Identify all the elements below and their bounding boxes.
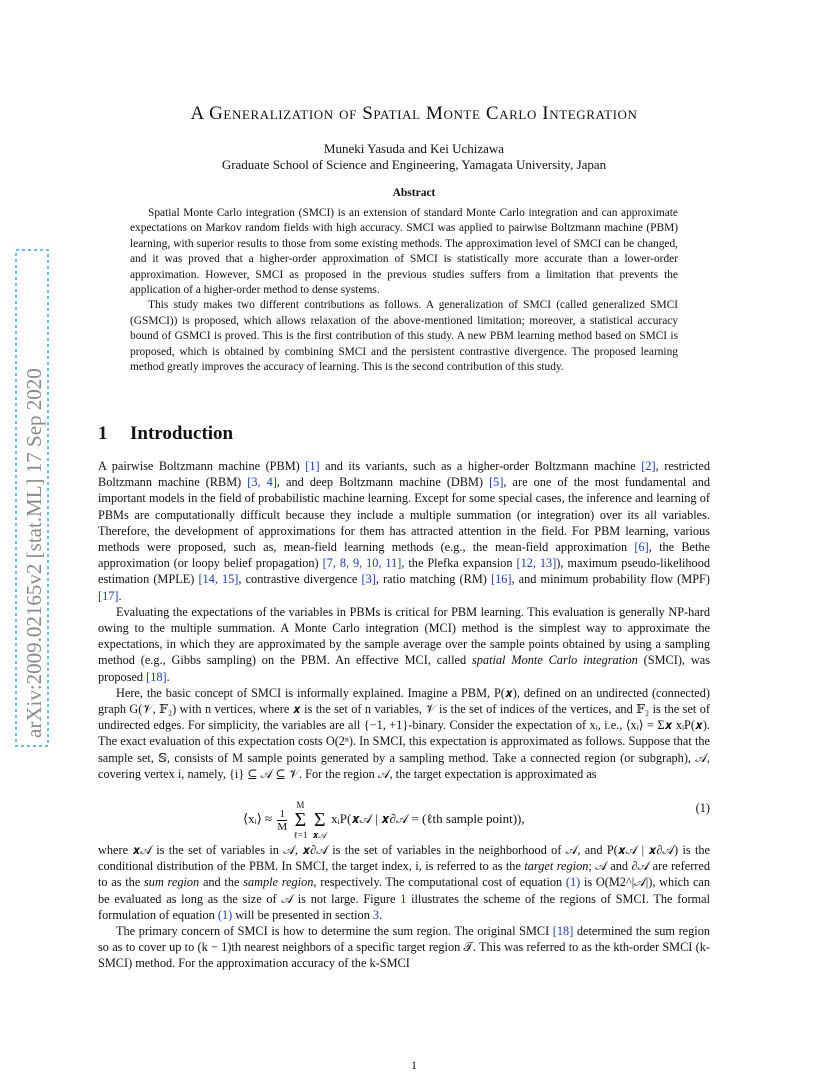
summation-symbol: Σ 𝒙𝒜 — [312, 809, 327, 841]
equation-fraction: $\frac{1}{M}$ — [277, 807, 288, 833]
section-title: Introduction — [130, 423, 234, 444]
paragraph-4: where 𝒙𝒜 is the set of variables in 𝒜, 𝒙∂𝒜 is the set of variables in the neighborhood of 𝒜, and P(𝒙𝒜 | 𝒙∂𝒜) is the conditional distribution of the PBM. In SMCI, the target index, i, is referred to as the target region; 𝒜 and ∂𝒜 are referred to as the sum region and the sample region, respectively. The computational cost of equation (1) is O(M2^|𝒜|), which can be evaluated as long as the size of 𝒜 is not large. Figure 1 illustrates the scheme of the regions of SMCI. The formal formulation of equation (1) will be presented in section 3. — [98, 843, 711, 922]
citation-link[interactable]: [3, 4] — [247, 475, 277, 490]
equation-ref-link[interactable]: (1) — [565, 875, 581, 890]
citation-link[interactable]: [17] — [98, 588, 119, 603]
citation-link[interactable]: [7, 8, 9, 10, 11] — [322, 556, 402, 571]
citation-link[interactable]: [2] — [641, 459, 656, 473]
arxiv-stamp — [14, 248, 50, 748]
equation-lhs: ⟨xᵢ⟩ ≈ — [243, 811, 273, 827]
summation-symbol: M Σ ℓ=1 — [293, 800, 308, 841]
citation-link[interactable]: [1] — [305, 459, 320, 473]
abstract — [130, 206, 678, 375]
citation-link[interactable]: [3] — [361, 572, 376, 587]
section-ref-link[interactable]: 3 — [372, 907, 380, 922]
arxiv-stamp-text: arXiv:2009.02165v2 [stat.ML] 17 Sep 2020 — [22, 368, 46, 738]
authors: Muneki Yasuda and Kei Uchizawa — [323, 141, 505, 156]
equation-ref-link[interactable]: (1) — [217, 907, 233, 922]
equation-formula — [243, 800, 525, 840]
abstract-paragraph-1: Spatial Monte Carlo integration (SMCI) is an extension of standard Monte Carlo integration and can approximate expectations on Markov random fields with high accuracy. SMCI was applied to pairwise Boltzmann machine (PBM) learning, with superior results to those from some existing methods. The approximation level of SMCI can be changed, and it was proved that a higher-order approximation of SMCI is statistically more accurate than a lower-order approximation. However, SMCI as proposed in the previous studies suffers from a limitation that prevents the application of a higher-order method to dense systems. — [130, 207, 678, 297]
citation-link[interactable]: [6] — [634, 540, 649, 555]
equation-rhs: xᵢP(𝒙𝒜 | 𝒙∂𝒜 = (ℓth sample point)), — [331, 811, 525, 827]
citation-link[interactable]: [5] — [489, 475, 504, 490]
paragraph-2: Evaluating the expectations of the variables in PBMs is critical for PBM learning. This evaluation is generally NP-hard owing to the multiple summation. A Monte Carlo integration (MCI) method is the simplest way to approximate the expectations, in which they are approximated by the sample average over the sample points obtained by using a sampling method (e.g., Gibbs sampling) on the PBM. An effective MCI, called spatial Monte Carlo integration (SMCI), was proposed [18]. — [98, 604, 710, 684]
abstract-paragraph-2: This study makes two different contributions as follows. A generalization of SMCI (called generalized SMCI (GSMCI)) is proposed, which allows relaxation of the above-mentioned limitation; moreover, a statistical accuracy bound of GSMCI is proved. This is the first contribution of this study. A new PBM learning method based on SMCI is proposed, which is obtained by combining SMCI and the persistent contrastive divergence. The proposed learning method greatly improves the accuracy of learning. This is the second contribution of this study. — [130, 299, 678, 374]
paragraph-5: The primary concern of SMCI is how to determine the sum region. The original SMCI [18] determined the sum region so as to cover up to (k − 1)th nearest neighbors of a specific target region 𝒯. This was referred to as the kth-order SMCI (k-SMCI) method. For the approximation accuracy of the k-SMCI — [98, 924, 710, 971]
paragraph-3: Here, the basic concept of SMCI is informally explained. Imagine a PBM, P(𝒙), defined on an undirected (connected) graph G(𝒱, 𝔽₂) with n vertices, where 𝒙 is the set of n variables, 𝒱 is the set of indices of the vertices, and 𝔽₂ is the set of undirected edges. For simplicity, the variables are all {−1, +1}-binary. Consider the expectation of xᵢ, i.e., ⟨xᵢ⟩ = Σ𝒙 xᵢP(𝒙). The exact evaluation of this expectation costs O(2ⁿ). In SMCI, this expectation is approximated as follows. Suppose that the sample set, 𝕊, consists of M sample points generated by a sampling method. Take a connected region (or subgraph), 𝒜, covering vertex i, namely, {i} ⊆ 𝒜 ⊆ 𝒱. For the region 𝒜, the target expectation is approximated as — [98, 685, 710, 781]
citation-link[interactable]: [18] — [552, 924, 574, 939]
paragraph-1: A pairwise Boltzmann machine (PBM) [1] and its variants, such as a higher-order Boltzmann machine [2], restricted Boltzmann machine (RBM) [3, 4], and deep Boltzmann machine (DBM) [5], are one of the most fundamental and important models in the field of probabilistic machine learning. Except for some special cases, the inference and learning of PBMs are computationally difficult because they include a multiple summation (or integration) over its all variables. Therefore, the development of approximations for them has attracted attention in the field. For PBM learning, various methods were proposed, such as, mean-field learning methods (e.g., the mean-field approximation [6], the Bethe approximation (or loopy belief propagation) [7, 8, 9, 10, 11], the Plefka expansion [12, 13]), maximum pseudo-likelihood estimation (MPLE) [14, 15], contrastive divergence [3], ratio matching (RM) [16], and minimum probability flow (MPF) [17]. — [98, 459, 710, 603]
affiliation: Graduate School of Science and Engineering, Yamagata University, Japan — [221, 157, 607, 172]
body-text — [98, 458, 710, 972]
paper-title: A Generalization of Spatial Monte Carlo Integration — [190, 103, 638, 124]
equation-number: (1) — [695, 801, 710, 816]
citation-link[interactable]: [18] — [146, 669, 167, 684]
section-number: 1 — [98, 423, 108, 444]
page-number: 1 — [411, 1058, 417, 1072]
abstract-heading: Abstract — [392, 187, 436, 199]
citation-link[interactable]: [16] — [490, 572, 512, 587]
citation-link[interactable]: [12, 13] — [516, 556, 557, 571]
figure-ref-link[interactable]: 1 — [400, 891, 407, 906]
equation-1 — [98, 788, 710, 841]
section-heading — [98, 423, 233, 445]
citation-link[interactable]: [14, 15] — [198, 572, 239, 587]
